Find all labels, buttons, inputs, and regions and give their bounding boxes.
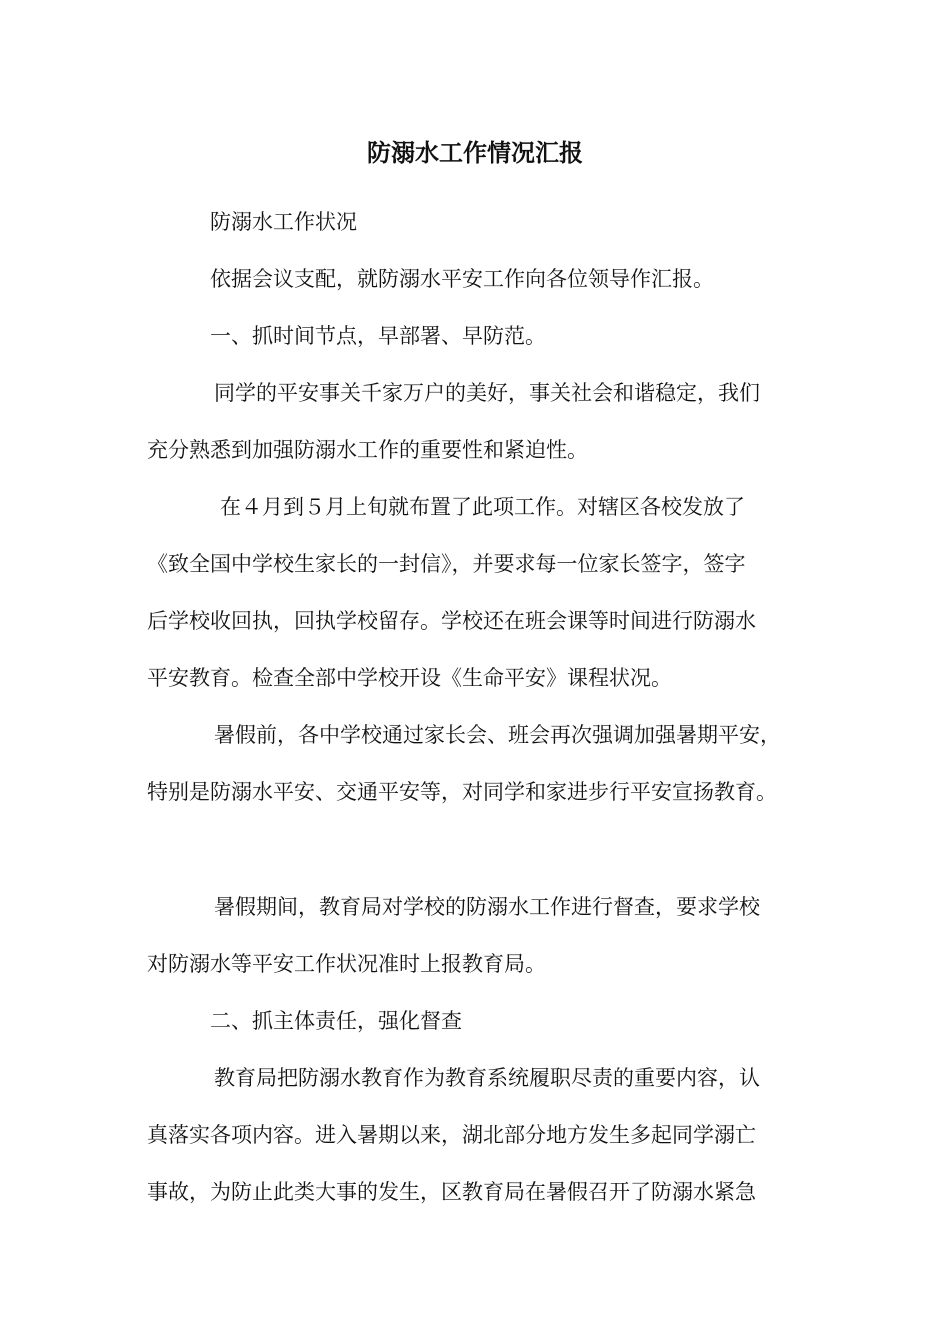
paragraph-line: 事故，为防止此类大事的发生，区教育局在暑假召开了防溺水紧急 xyxy=(147,1180,756,1204)
document-title: 防溺水工作情况汇报 xyxy=(367,138,583,167)
paragraph-line: 教育局把防溺水教育作为教育系统履职尽责的重要内容，认 xyxy=(214,1066,760,1090)
paragraph-line: 对防溺水等平安工作状况准时上报教育局。 xyxy=(147,952,546,976)
paragraph-line: 依据会议支配，就防溺水平安工作向各位领导作汇报。 xyxy=(210,267,714,291)
paragraph-line: 后学校收回执，回执学校留存。学校还在班会课等时间进行防溺水 xyxy=(147,609,756,633)
paragraph-line: 一、抓时间节点，早部署、早防范。 xyxy=(210,324,546,348)
paragraph-line: 特别是防溺水平安、交通平安等，对同学和家进步行平安宣扬教育。 xyxy=(147,780,777,804)
paragraph-line: 《致全国中学校生家长的一封信》，并要求每一位家长签字，签字 xyxy=(147,552,746,576)
paragraph-line: 同学的平安事关千家万户的美好，事关社会和谐稳定，我们 xyxy=(214,381,760,405)
paragraph-line: 在４月到５月上旬就布置了此项工作。对辖区各校发放了 xyxy=(220,495,745,519)
paragraph-line: 防溺水工作状况 xyxy=(210,210,357,234)
paragraph-line: 真落实各项内容。进入暑期以来，湖北部分地方发生多起同学溺亡 xyxy=(147,1123,756,1147)
section-heading: 二、抓主体责任，强化督查 xyxy=(210,1009,462,1033)
paragraph-line: 平安教育。检查全部中学校开设《生命平安》课程状况。 xyxy=(147,666,672,690)
paragraph-line: 暑假前，各中学校通过家长会、班会再次强调加强暑期平安， xyxy=(214,723,781,747)
paragraph-line: 充分熟悉到加强防溺水工作的重要性和紧迫性。 xyxy=(147,438,588,462)
paragraph-line: 暑假期间，教育局对学校的防溺水工作进行督查，要求学校 xyxy=(214,895,760,919)
